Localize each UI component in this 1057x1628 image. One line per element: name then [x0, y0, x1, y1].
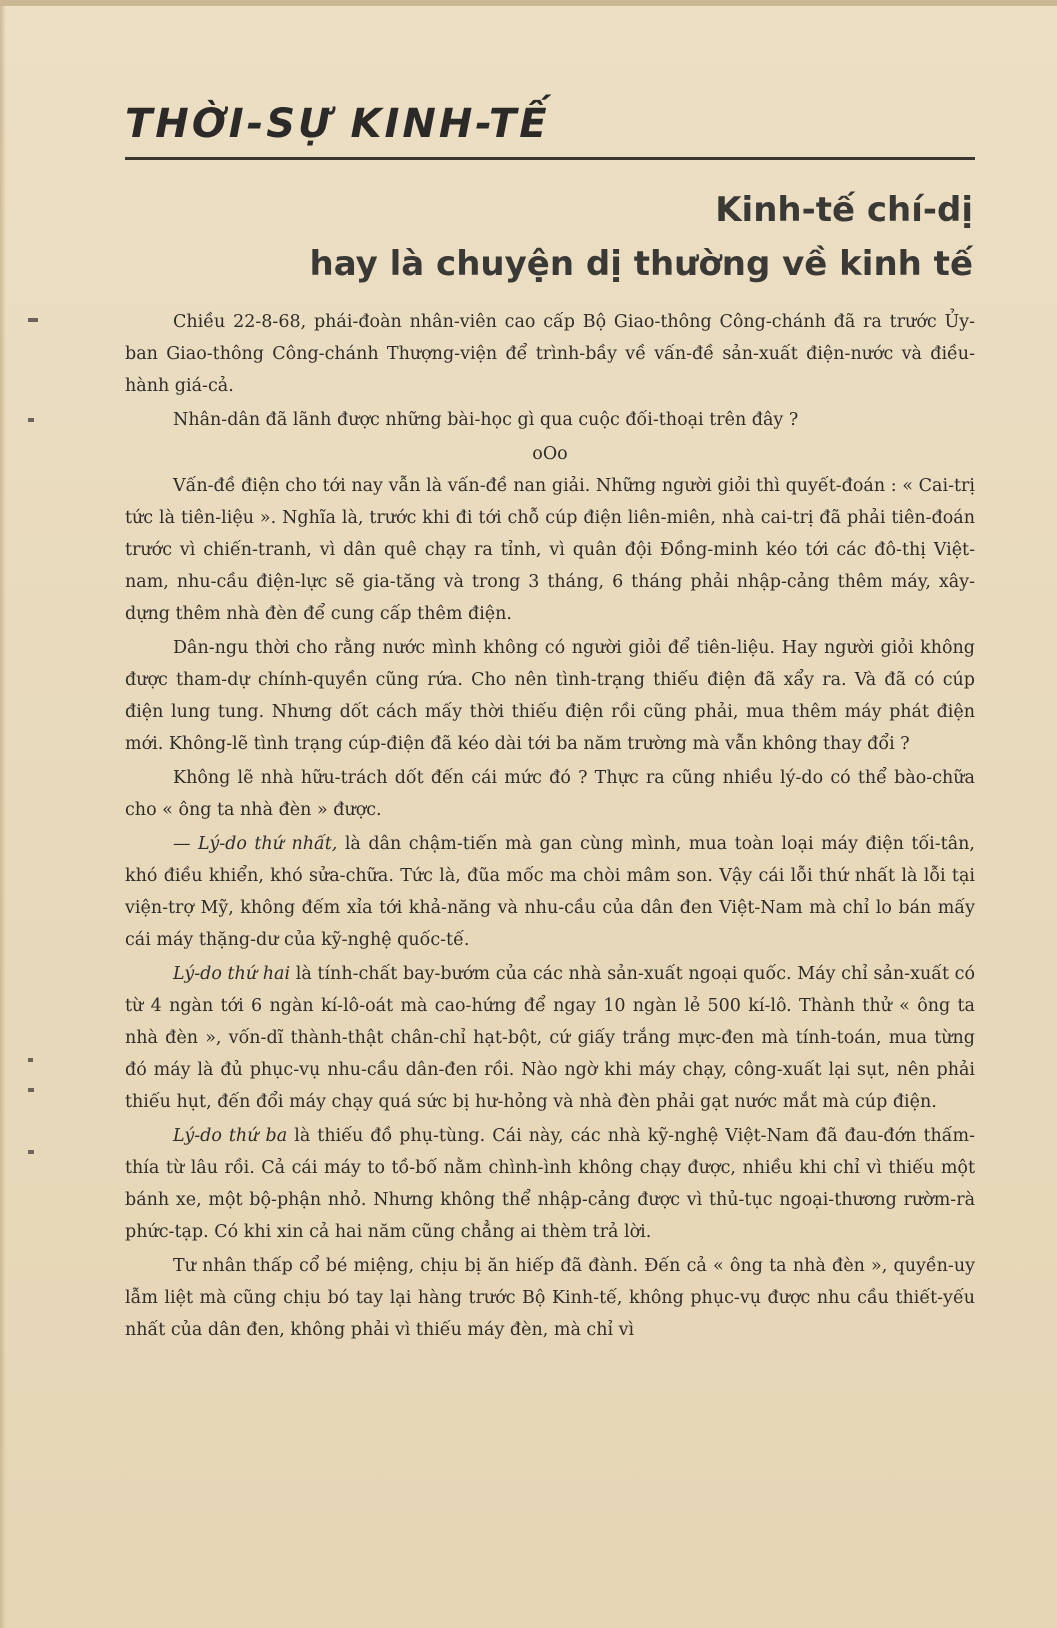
headline-line-2: hay là chuyện dị thường về kinh tế	[309, 244, 973, 284]
article-body	[125, 306, 975, 1346]
margin-mark	[28, 418, 34, 422]
paragraph	[125, 1120, 975, 1248]
paragraph-text: là dân chậm-tiến mà gan cùng mình, mua toàn loại máy điện tối-tân, khó điều khiển, khó sửa-chữa. Tức là, đũa mốc ma chòi mâm son. Vậy cái lỗi thứ nhất là lỗi tại viện-trợ Mỹ, không đếm xỉa tới khả-năng và nhu-cầu của dân đen Việt-Nam mà chỉ lo bán mấy cái máy thặng-dư của kỹ-nghệ quốc-tế.	[125, 834, 975, 950]
paragraph-lead: — Lý-do thứ nhất,	[173, 834, 338, 854]
article-headline	[125, 188, 985, 286]
paragraph-text: là thiếu đồ phụ-tùng. Cái này, các nhà kỹ-nghệ Việt-Nam đã đau-đớn thấm-thía từ lâu rồi. Cả cái máy to tồ-bố nằm chình-ình không chạy được, nhiều khi chỉ vì thiếu một bánh xe, một bộ-phận nhỏ. Nhưng không thể nhập-cảng được vì thủ-tục ngoại-thương rườm-rà phức-tạp. Có khi xin cả hai năm cũng chẳng ai thèm trả lời.	[125, 1126, 976, 1242]
margin-mark	[28, 1150, 34, 1154]
paragraph	[125, 828, 975, 956]
section-divider	[125, 157, 975, 160]
paragraph: Vấn-đề điện cho tới nay vẫn là vấn-đề nan giải. Những người giỏi thì quyết-đoán : « Cai-trị tức là tiên-liệu ». Nghĩa là, trước khi đi tới chỗ cúp điện liên-miên, nhà cai-trị đã phải tiên-đoán trước vì chiến-tranh, vì dân quê chạy ra tỉnh, vì quân đội Đồng-minh kéo tới các đô-thị Việt-nam, nhu-cầu điện-lực sẽ gia-tăng và trong 3 tháng, 6 tháng phải nhập-cảng thêm máy, xây-dựng thêm nhà đèn để cung cấp thêm điện.	[125, 476, 975, 624]
margin-mark	[28, 318, 38, 322]
paragraph: Nhân-dân đã lãnh được những bài-học gì qua cuộc đối-thoại trên đây ?	[173, 410, 799, 430]
headline-line-1: Kinh-tế chí-dị	[715, 190, 973, 230]
paragraph	[125, 958, 975, 1118]
paragraph-lead: Lý-do thứ hai	[173, 964, 291, 984]
margin-mark	[28, 1088, 34, 1092]
paragraph-text: là tính-chất bay-bướm của các nhà sản-xuất ngoại quốc. Máy chỉ sản-xuất có từ 4 ngàn tới 6 ngàn kí-lô-oát mà cao-hứng để ngay 10 ngàn lẻ 500 kí-lô. Thành thử « ông ta nhà đèn », vốn-dĩ thành-thật chân-chỉ hạt-bột, cứ giấy trắng mực-đen mà tính-toán, mua từng đó máy là đủ phục-vụ nhu-cầu dân-đen rồi. Nào ngờ khi máy chạy, công-xuất lại sụt, nên phải thiếu hụt, đến đổi máy chạy quá sức bị hư-hỏng và nhà đèn phải gạt nước mắt mà cúp điện.	[125, 964, 975, 1112]
margin-mark	[28, 1058, 33, 1062]
paragraph: Tư nhân thấp cổ bé miệng, chịu bị ăn hiếp đã đành. Đến cả « ông ta nhà đèn », quyền-uy lẫm liệt mà cũng chịu bó tay lại hàng trước Bộ Kinh-tế, không phục-vụ được nhu cầu thiết-yếu nhất của dân đen, không phải vì thiếu máy đèn, mà chỉ vì	[125, 1256, 975, 1340]
section-separator: oOo	[532, 444, 568, 464]
paragraph-lead: Lý-do thứ ba	[173, 1126, 288, 1146]
paragraph: Chiều 22-8-68, phái-đoàn nhân-viên cao cấp Bộ Giao-thông Công-chánh đã ra trước Ủy-ban Giao-thông Công-chánh Thượng-viện để trình-bầy về vấn-đề sản-xuất điện-nước và điều-hành giá-cả.	[125, 312, 975, 396]
section-title: THỜI-SỰ KINH-TẾ	[125, 101, 550, 147]
paragraph: Dân-ngu thời cho rằng nước mình không có người giỏi để tiên-liệu. Hay người giỏi không được tham-dự chính-quyền cũng rứa. Cho nên tình-trạng thiếu điện đã xẩy ra. Và đã có cúp điện lung tung. Nhưng dốt cách mấy thời thiếu điện rồi cũng phải, mua thêm máy phát điện mới. Không-lẽ tình trạng cúp-điện đã kéo dài tới ba năm trường mà vẫn không thay đổi ?	[125, 638, 975, 754]
article-column	[125, 95, 985, 1348]
paragraph: Không lẽ nhà hữu-trách dốt đến cái mức đó ? Thực ra cũng nhiều lý-do có thể bào-chữa cho « ông ta nhà đèn » được.	[125, 768, 975, 820]
